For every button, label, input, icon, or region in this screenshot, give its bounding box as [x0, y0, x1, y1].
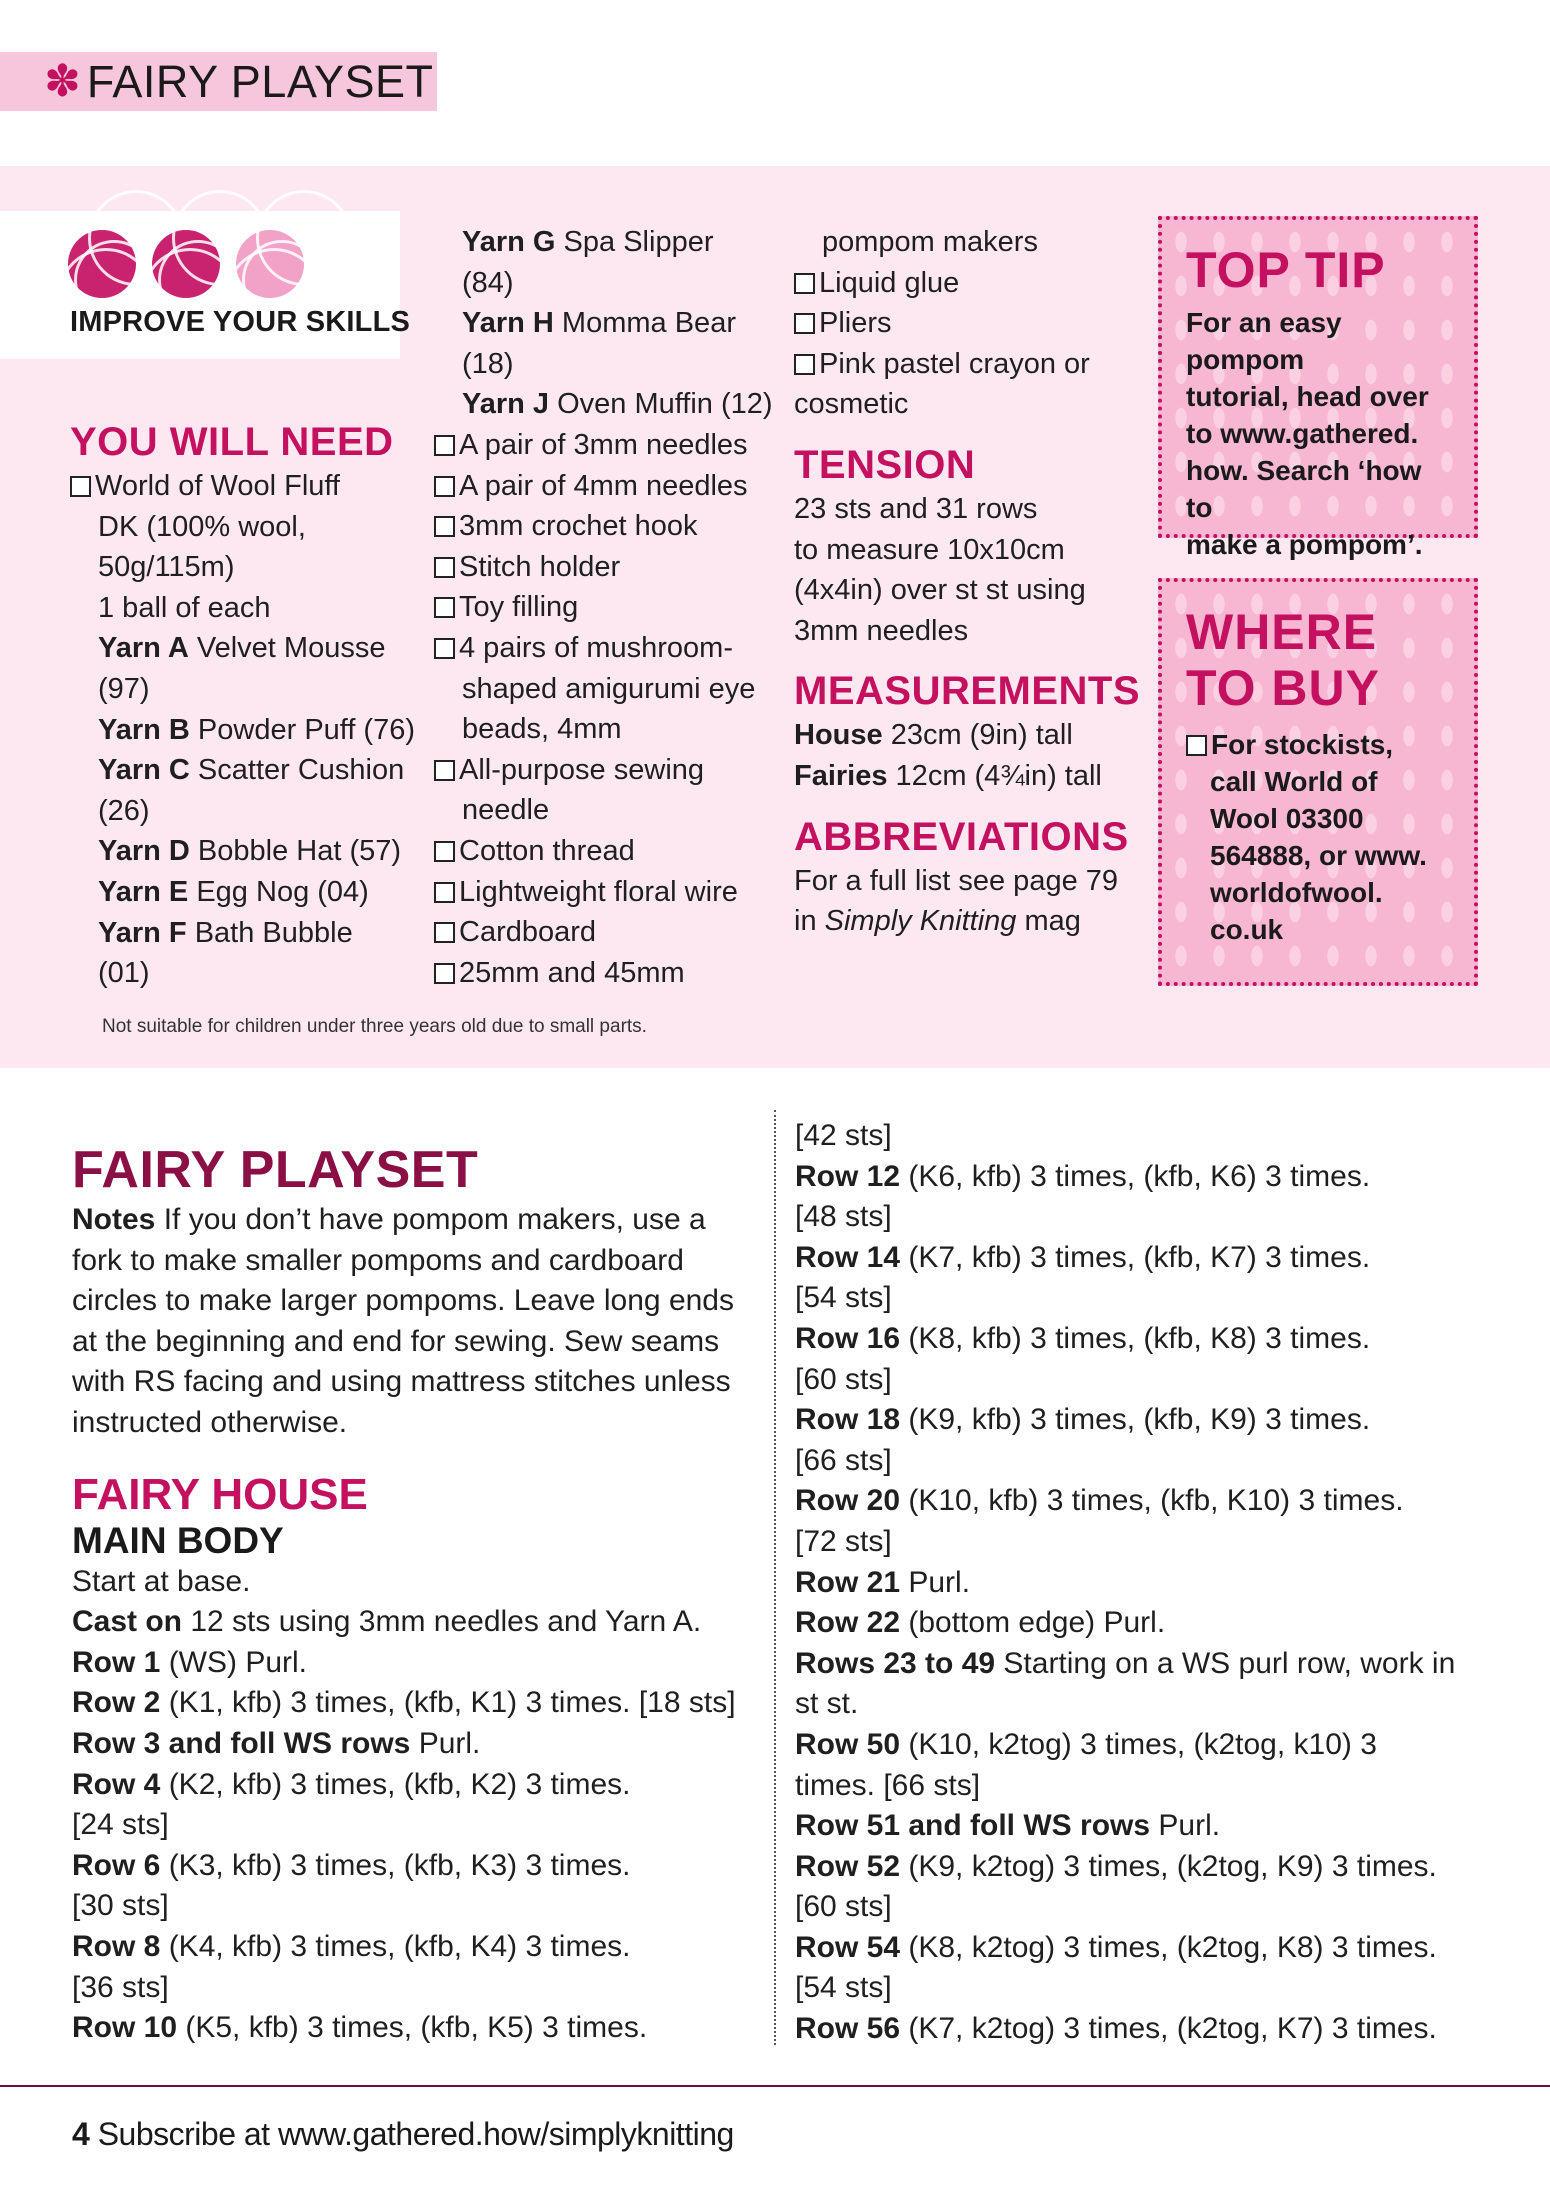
- yarn-item: Yarn A Velvet Mousse: [98, 632, 386, 665]
- where-to-buy-box: [1158, 578, 1478, 986]
- pattern-row: Row 6 (K3, kfb) 3 times, (kfb, K3) 3 times.: [72, 1848, 631, 1882]
- pattern-row: Row 56 (K7, k2tog) 3 times, (k2tog, K7) 3 times.: [795, 2012, 1437, 2046]
- you-will-need-heading: YOU WILL NEED: [70, 420, 394, 464]
- checkbox-icon: [434, 638, 455, 659]
- pattern-row: Row 10 (K5, kfb) 3 times, (kfb, K5) 3 times.: [72, 2011, 648, 2045]
- checkbox-icon: [434, 963, 455, 984]
- flower-icon: ✽: [44, 55, 81, 107]
- disclaimer: Not suitable for children under three years old due to small parts.: [102, 1016, 647, 1037]
- pattern-row: Row 21 Purl.: [795, 1565, 971, 1599]
- pattern-row: Row 12 (K6, kfb) 3 times, (kfb, K6) 3 times.: [795, 1159, 1371, 1193]
- list-item: 3mm crochet hook: [434, 506, 773, 547]
- yarn-item-cont: (26): [98, 794, 150, 827]
- pattern-row: times. [66 sts]: [795, 1768, 981, 1802]
- list-item: World of Wool Fluff: [70, 466, 415, 507]
- where-to-buy-title: TO BUY: [1186, 660, 1380, 716]
- pattern-row: Row 22 (bottom edge) Purl.: [795, 1606, 1166, 1640]
- list-item-cont: shaped amigurumi eye: [462, 672, 756, 705]
- section-tag: [0, 52, 437, 111]
- yarn-item: Yarn D Bobble Hat (57): [98, 835, 402, 868]
- measurement-row: Fairies 12cm (4¾in) tall: [794, 759, 1102, 792]
- tension-heading: TENSION: [794, 442, 976, 487]
- checkbox-icon: [794, 354, 815, 375]
- list-item: Lightweight floral wire: [434, 872, 773, 913]
- checkbox-icon: [434, 516, 455, 537]
- top-tip-text: For an easy pompom tutorial, head over to www.gathered. how. Search ‘how to make a pompom’.: [1186, 307, 1429, 560]
- yarn-ball-icon: [68, 230, 136, 298]
- footer-rule: [0, 2085, 1550, 2087]
- footer: [72, 2116, 734, 2153]
- pattern-row: [54 sts]: [795, 1281, 892, 1315]
- pattern-right-column: [795, 1116, 1515, 2050]
- list-item: 25mm and 45mm: [434, 953, 773, 994]
- section-title: FAIRY PLAYSET: [86, 55, 434, 107]
- fairy-house-heading: FAIRY HOUSE: [72, 1469, 368, 1519]
- pattern-row: Start at base.: [72, 1564, 251, 1598]
- list-item: A pair of 3mm needles: [434, 425, 773, 466]
- list-item-cont: 50g/115m): [98, 551, 235, 584]
- pattern-row: Row 54 (K8, k2tog) 3 times, (k2tog, K8) 3 times.: [795, 1930, 1437, 1964]
- pattern-row: [66 sts]: [795, 1443, 892, 1477]
- pattern-row: Rows 23 to 49 Starting on a WS purl row, work in: [795, 1646, 1456, 1680]
- checkbox-icon: [434, 557, 455, 578]
- pattern-row: [60 sts]: [795, 1890, 892, 1924]
- checkbox-icon: [434, 760, 455, 781]
- checkbox-icon: [794, 273, 815, 294]
- pattern-row: [24 sts]: [72, 1808, 169, 1842]
- yarn-item: Yarn C Scatter Cushion: [98, 754, 405, 787]
- yarn-item: Yarn H Momma Bear: [462, 307, 736, 340]
- yarn-item: Yarn J Oven Muffin (12): [462, 388, 773, 421]
- pattern-row: Row 4 (K2, kfb) 3 times, (kfb, K2) 3 times.: [72, 1767, 631, 1801]
- top-tip-box: [1158, 216, 1478, 560]
- main-body-heading: MAIN BODY: [72, 1519, 284, 1561]
- pattern-row: Row 16 (K8, kfb) 3 times, (kfb, K8) 3 times.: [795, 1321, 1371, 1355]
- list-item: Pliers: [794, 303, 1140, 344]
- list-item: 4 pairs of mushroom-: [434, 628, 773, 669]
- skills-label: IMPROVE YOUR SKILLS: [70, 306, 411, 338]
- pattern-row: Row 3 and foll WS rows Purl.: [72, 1726, 481, 1760]
- list-item: A pair of 4mm needles: [434, 466, 773, 507]
- list-item: Cotton thread: [434, 831, 773, 872]
- yarn-ball-icon: [152, 230, 220, 298]
- skill-rating: [68, 230, 304, 298]
- yarn-item-cont: (84): [462, 266, 514, 299]
- checkbox-icon: [434, 922, 455, 943]
- yarn-item: Yarn G Spa Slipper: [462, 226, 714, 258]
- checkbox-icon: [434, 841, 455, 862]
- list-item-cont: needle: [462, 794, 550, 827]
- list-item-cont: beads, 4mm: [462, 713, 622, 746]
- list-item-cont: pompom makers: [822, 226, 1038, 258]
- measurements-heading: MEASUREMENTS: [794, 669, 1141, 714]
- yarn-item-cont: (97): [98, 672, 150, 705]
- pattern-row: Row 1 (WS) Purl.: [72, 1645, 308, 1679]
- yarn-item: Yarn F Bath Bubble: [98, 916, 353, 949]
- pattern-row: Row 14 (K7, kfb) 3 times, (kfb, K7) 3 times.: [795, 1240, 1371, 1274]
- pattern-row: [72 sts]: [795, 1524, 892, 1558]
- pattern-row: Row 51 and foll WS rows Purl.: [795, 1809, 1221, 1843]
- pattern-row: [36 sts]: [72, 1970, 169, 2004]
- list-item: Toy filling: [434, 587, 773, 628]
- checkbox-icon: [434, 882, 455, 903]
- pattern-row: [30 sts]: [72, 1889, 169, 1923]
- footer-subscribe-text: Subscribe at www.gathered.how/simplyknitting: [89, 2116, 734, 2152]
- checkbox-icon: [70, 476, 91, 497]
- tension-line: (4x4in) over st st using: [794, 574, 1086, 607]
- pattern-row: Row 2 (K1, kfb) 3 times, (kfb, K1) 3 times. [18 sts]: [72, 1686, 736, 1720]
- yarn-item: Yarn B Powder Puff (76): [98, 713, 416, 746]
- where-to-buy-text: For stockists, call World of Wool 03300 564888, or www. worldofwool. co.uk: [1186, 726, 1450, 948]
- pattern-left-column: [72, 1140, 762, 2049]
- abbreviations-heading: ABBREVIATIONS: [794, 814, 1129, 859]
- pattern-notes: Notes If you don’t have pompom makers, use a fork to make smaller pompoms and cardboard circles to make larger pompoms. Leave long ends at the beginning and end for sewing. Sew seams with RS facing and using mattress stitches unless instructed otherwise.: [72, 1203, 734, 1439]
- yarn-ball-icon: [236, 230, 304, 298]
- pattern-row: Row 52 (K9, k2tog) 3 times, (k2tog, K9) 3 times.: [795, 1849, 1437, 1883]
- top-tip-title: TOP TIP: [1186, 242, 1386, 298]
- pattern-title: FAIRY PLAYSET: [72, 1141, 479, 1199]
- pattern-rows-left: [72, 1562, 762, 2049]
- yarn-item: Yarn E Egg Nog (04): [98, 875, 369, 908]
- pattern-row: Row 20 (K10, kfb) 3 times, (kfb, K10) 3 times.: [795, 1484, 1404, 1518]
- pattern-row: st st.: [795, 1687, 859, 1721]
- pattern-row: [48 sts]: [795, 1200, 892, 1234]
- list-item-cont: cosmetic: [794, 388, 909, 421]
- checkbox-icon: [434, 597, 455, 618]
- tension-line: 23 sts and 31 rows: [794, 492, 1038, 525]
- pattern-row: Row 8 (K4, kfb) 3 times, (kfb, K4) 3 times.: [72, 1929, 631, 1963]
- measurement-row: House 23cm (9in) tall: [794, 719, 1073, 752]
- list-item: Pink pastel crayon or: [794, 344, 1140, 385]
- tension-line: to measure 10x10cm: [794, 533, 1065, 566]
- list-item-cont: 1 ball of each: [98, 591, 271, 624]
- pattern-row: [42 sts]: [795, 1119, 892, 1152]
- pattern-row: [54 sts]: [795, 1971, 892, 2005]
- pattern-row: Row 50 (K10, k2tog) 3 times, (k2tog, k10) 3: [795, 1727, 1377, 1761]
- you-will-need-col1: [70, 418, 415, 994]
- list-item: Liquid glue: [794, 263, 1140, 304]
- abbreviations-line: For a full list see page 79: [794, 864, 1119, 897]
- pattern-rows-right: [795, 1116, 1515, 2050]
- pattern-row: [60 sts]: [795, 1362, 892, 1396]
- where-to-buy-title: WHERE: [1186, 604, 1378, 660]
- tension-line: 3mm needles: [794, 614, 969, 647]
- pattern-row: Cast on 12 sts using 3mm needles and Yarn A.: [72, 1605, 702, 1639]
- you-will-need-col3: [794, 222, 1140, 942]
- page-number: 4: [72, 2116, 90, 2152]
- yarn-item-cont: (18): [462, 347, 514, 380]
- list-item: Cardboard: [434, 912, 773, 953]
- checkbox-icon: [434, 476, 455, 497]
- abbreviations-line: in Simply Knitting mag: [794, 905, 1081, 938]
- checkbox-icon: [1186, 735, 1207, 756]
- list-item: All-purpose sewing: [434, 750, 773, 791]
- pattern-row: Row 18 (K9, kfb) 3 times, (kfb, K9) 3 times.: [795, 1403, 1371, 1437]
- you-will-need-col2: [434, 222, 773, 993]
- list-item-cont: DK (100% wool,: [98, 510, 306, 543]
- list-item: Stitch holder: [434, 547, 773, 588]
- column-divider: [774, 1110, 776, 2045]
- yarn-item-cont: (01): [98, 957, 150, 990]
- checkbox-icon: [434, 435, 455, 456]
- checkbox-icon: [794, 313, 815, 334]
